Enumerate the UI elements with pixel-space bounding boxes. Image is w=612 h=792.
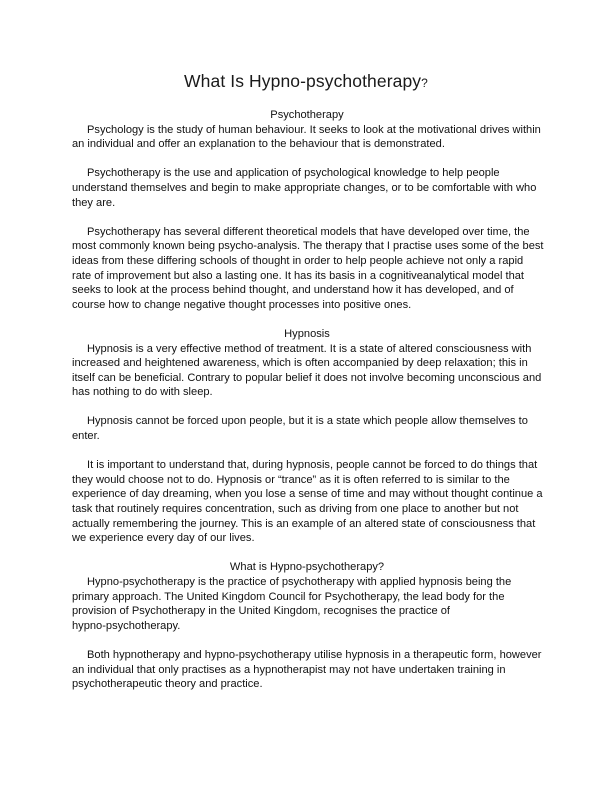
text-line: psychotherapeutic theory and practice. [72,678,263,691]
text-line: provision of Psychotherapy in the United Kingdom, recognises the practice of [72,605,451,618]
text-line: itself can be beneficial. Contrary to popular belief it does not involve becoming unconscious and [72,371,542,384]
page-title [0,71,612,92]
text-line: they would choose not to do. Hypnosis or “trance” as it is often referred to is similar to the [72,473,510,486]
paragraph [72,123,542,152]
paragraph [72,414,542,443]
text-line: Hypnosis cannot be forced upon people, but it is a state which people allow themselves to [87,415,528,428]
paragraph [72,342,542,400]
text-line: they are. [72,196,116,209]
section-heading: Psychotherapy [270,109,344,121]
paragraph [72,575,542,633]
section-heading: What is Hypno-psychotherapy? [229,561,385,574]
text-line: understand themselves and begin to make appropriate changes, or to be comfortable with who [72,181,537,194]
text-line: It is important to understand that, during hypnosis, people cannot be forced to do things that [87,459,538,472]
text-line: experience of day dreaming, when you lose a sense of time and may without thought continue a [72,488,543,501]
text-line: ideas from these differing schools of thought in order to help people achieve not only a rapid [72,254,524,267]
text-line: enter. [72,430,100,443]
section-heading: Hypnosis [284,327,330,340]
text-line: hypno-psychotherapy. [72,619,181,632]
text-line: most commonly known being psycho-analysis. The therapy that I practise uses some of the best [72,240,544,253]
text-line: actually remembering the journey. This is an example of an altered state of consciousness that [72,517,536,530]
section-what-is-hypno-psychotherapy [72,560,542,691]
paragraph [72,225,542,313]
paragraph [72,648,542,692]
text-line: Hypnosis is a very effective method of treatment. It is a state of altered consciousness with [87,342,532,355]
text-line: task that routinely requires concentration, such as driving from one place to another but not [72,503,519,516]
section-hypnosis [72,327,542,546]
text-line: increased and heightened awareness, which is often accompanied by deep relaxation; this in [72,357,528,370]
text-line: seeks to look at the process behind thought, and understand how it has developed, and of [72,284,514,297]
text-line: an individual and offer an explanation to the behaviour that is demonstrated. [72,138,445,151]
paragraph [72,458,542,546]
document-body [72,108,542,692]
text-line: an individual that only practises as a hypnotherapist may not have undertaken training in [72,663,506,676]
text-line: Both hypnotherapy and hypno-psychotherapy utilise hypnosis in a therapeutic form, however [87,648,542,661]
text-line: Psychotherapy has several different theoretical models that have developed over time, the [87,225,530,238]
text-line: Hypno-psychotherapy is the practice of psychotherapy with applied hypnosis being the [87,576,512,588]
text-line: we experience every day of our lives. [72,532,255,545]
text-line: rate of improvement but also a lasting one. It has its basis in a cognitiveanalytical model that [72,269,525,282]
paragraph [72,166,542,210]
page-title-suffix: ? [421,76,428,90]
section-psychotherapy [72,108,542,312]
page-title-text: What Is Hypno-psychotherapy [184,71,422,91]
text-line: primary approach. The United Kingdom Council for Psychotherapy, the lead body for the [72,590,505,603]
text-line: course how to change negative thought processes into positive ones. [72,298,412,311]
text-line: Psychology is the study of human behaviour. It seeks to look at the motivational drives within [87,123,541,136]
text-line: has nothing to do with sleep. [72,386,213,399]
text-line: Psychotherapy is the use and application of psychological knowledge to help people [87,167,500,180]
